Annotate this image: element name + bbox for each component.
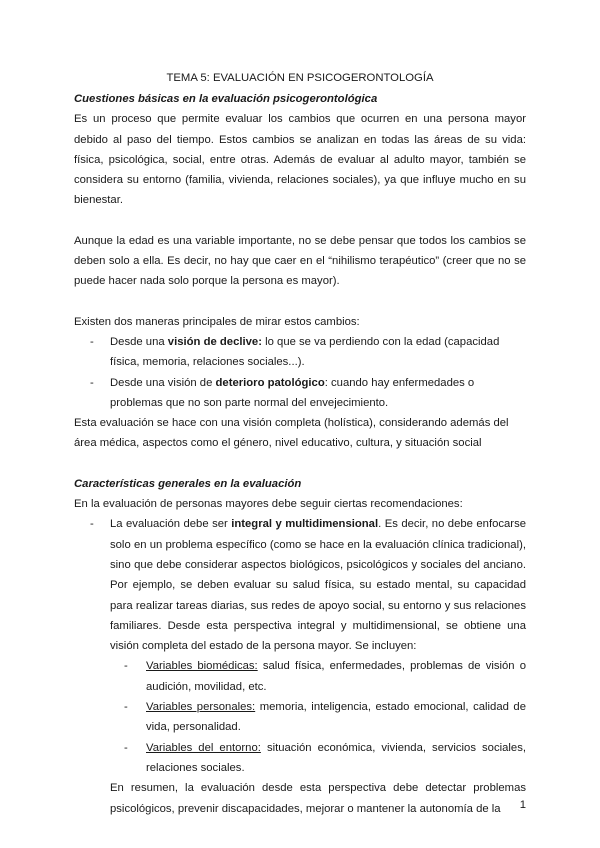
document-title: TEMA 5: EVALUACIÓN EN PSICOGERONTOLOGÍA: [166, 72, 434, 84]
paragraph-maneras: Existen dos maneras principales de mirar estos cambios:: [74, 315, 360, 328]
paragraph-resumen: En resumen, la evaluación desde esta perspectiva debe detectar problemas psicológicos, prevenir discapacidades, mejorar o mantener la autonomía de la: [110, 782, 526, 815]
list-item: - Desde una visión de deterioro patológico: cuando hay enfermedades o problemas que no son parte normal del envejecimiento.: [74, 373, 526, 414]
bullet-list-recomendaciones: [74, 514, 526, 778]
section-heading-cuestiones: Cuestiones básicas en la evaluación psicogerontológica: [74, 93, 378, 105]
list-item: - Variables personales: memoria, inteligencia, estado emocional, calidad de vida, personalidad.: [110, 697, 526, 738]
bullet-list-maneras: [74, 332, 526, 413]
paragraph-holistica: Esta evaluación se hace con una visión completa (holística), considerando además del área médica, aspectos como el género, nivel educativo, cultura, y situación social: [74, 417, 509, 450]
list-item: - Variables biomédicas: salud física, enfermedades, problemas de visión o audición, movilidad, etc.: [110, 656, 526, 697]
section-heading-caracteristicas: Características generales en la evaluación: [74, 477, 302, 490]
page-content: [74, 68, 526, 819]
list-item: - Variables del entorno: situación económica, vivienda, servicios sociales, relaciones sociales.: [110, 738, 526, 779]
paragraph-edad: Aunque la edad es una variable importante, no se debe pensar que todos los cambios se deben solo a ella. Es decir, no hay que caer en el “nihilismo terapéutico” (creer que no se puede hacer nada solo porque la persona es mayor).: [74, 234, 526, 288]
list-item: - Desde una visión de declive: lo que se va perdiendo con la edad (capacidad física, memoria, relaciones sociales...).: [74, 332, 526, 373]
page-number: 1: [519, 799, 526, 811]
sub-list-variables: [110, 656, 526, 778]
paragraph-recomendaciones: En la evaluación de personas mayores debe seguir ciertas recomendaciones:: [74, 498, 463, 511]
list-item: - La evaluación debe ser integral y multidimensional. Es decir, no debe enfocarse solo en un problema específico (como se hace en la evaluación clínica tradicional), sino que debe considerar aspectos biológicos, psicológicos y sociales del anciano. Por ejemplo, se deben evaluar su salud física, su estado mental, su capacidad para realizar tareas diarias, sus redes de apoyo social, su entorno y sus relaciones familiares. Desde esta perspectiva integral y multidimensional, se obtiene una visión completa del estado de la persona mayor. Se incluyen: - Variables biomédicas: salud física, enfermedades, problemas de visión o audición, movilidad, etc. - Variables personales: memoria, inteligencia, estado emocional, calidad de vida, personalidad. - Variables del entorno: situación económica, vivienda, servicios sociales, relaciones sociales.: [74, 514, 526, 778]
paragraph-definicion: Es un proceso que permite evaluar los cambios que ocurren en una persona mayor debido al paso del tiempo. Estos cambios se analizan en todas las áreas de su vida: física, psicológica, social, entre otras. Además de evaluar al adulto mayor, también se considera su entorno (familia, vivienda, relaciones sociales), ya que influye mucho en su bienestar.: [74, 113, 526, 207]
